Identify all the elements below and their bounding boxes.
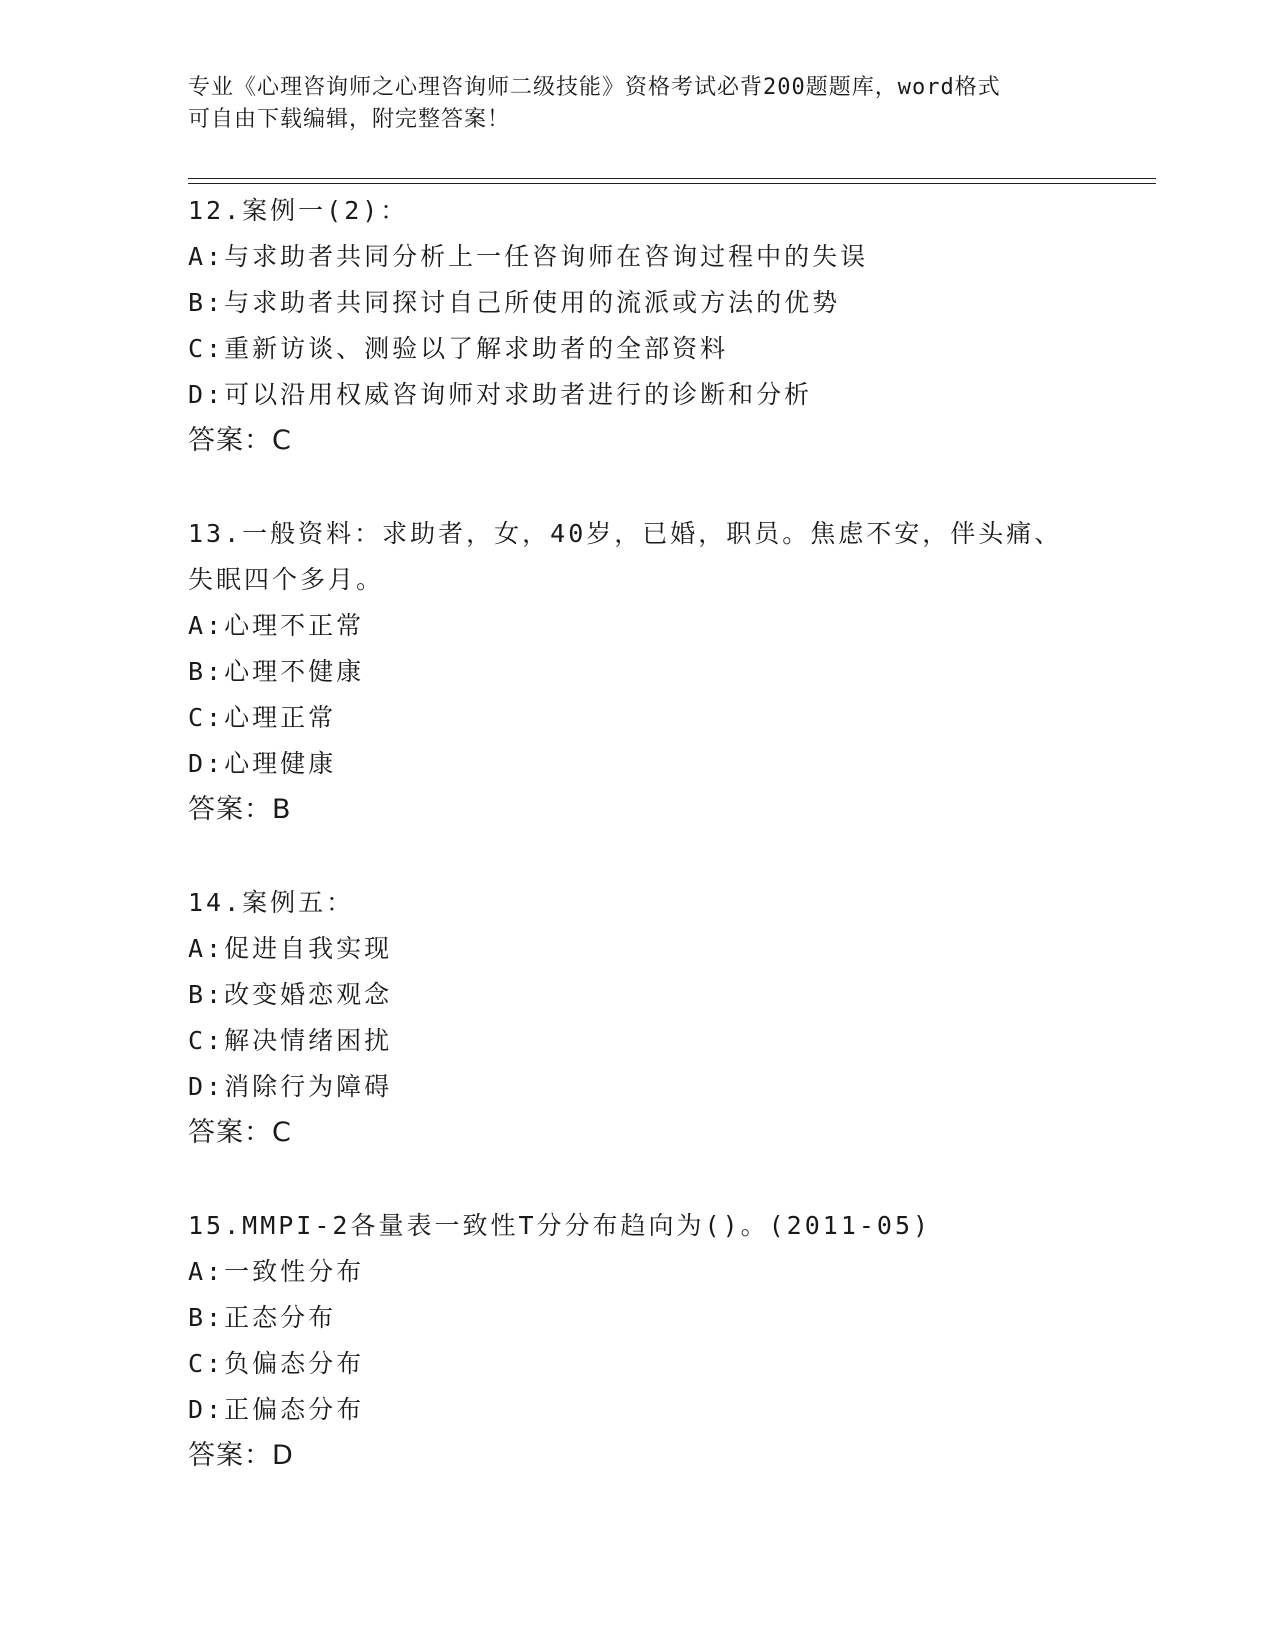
option-a: A:与求助者共同分析上一任咨询师在咨询过程中的失误 bbox=[188, 242, 869, 271]
header-line-2: 可自由下载编辑，附完整答案！ bbox=[188, 107, 511, 132]
option-b: B:正态分布 bbox=[188, 1303, 337, 1332]
question-stem: 15.MMPI-2各量表一致性T分分布趋向为()。(2011-05) bbox=[188, 1211, 932, 1240]
question-stem: 14.案例五： bbox=[188, 888, 355, 917]
question-15 bbox=[188, 1203, 1156, 1479]
header-divider-bottom bbox=[188, 183, 1156, 184]
option-b: B:与求助者共同探讨自己所使用的流派或方法的优势 bbox=[188, 288, 841, 317]
answer-line: 答案：B bbox=[188, 794, 292, 825]
document-header bbox=[188, 72, 1088, 136]
option-d: D:心理健康 bbox=[188, 749, 337, 778]
question-12 bbox=[188, 188, 1156, 464]
option-a: A:一致性分布 bbox=[188, 1257, 365, 1286]
option-b: B:改变婚恋观念 bbox=[188, 980, 393, 1009]
option-a: A:心理不正常 bbox=[188, 611, 365, 640]
option-a: A:促进自我实现 bbox=[188, 934, 393, 963]
option-d: D:正偏态分布 bbox=[188, 1395, 365, 1424]
answer-line: 答案：C bbox=[188, 1117, 292, 1148]
answer-line: 答案：C bbox=[188, 425, 292, 456]
option-d: D:可以沿用权威咨询师对求助者进行的诊断和分析 bbox=[188, 380, 813, 409]
header-line-1: 专业《心理咨询师之心理咨询师二级技能》资格考试必背200题题库，word格式 bbox=[188, 75, 1001, 100]
option-c: C:解决情绪困扰 bbox=[188, 1026, 393, 1055]
option-c: C:重新访谈、测验以了解求助者的全部资料 bbox=[188, 334, 729, 363]
option-b: B:心理不健康 bbox=[188, 657, 365, 686]
option-c: C:负偏态分布 bbox=[188, 1349, 365, 1378]
question-stem: 13.一般资料：求助者，女，40岁，已婚，职员。焦虑不安，伴头痛、失眠四个多月。 bbox=[188, 519, 1063, 594]
answer-line: 答案：D bbox=[188, 1440, 294, 1471]
question-13 bbox=[188, 511, 1156, 833]
option-d: D:消除行为障碍 bbox=[188, 1072, 393, 1101]
question-list bbox=[188, 188, 1156, 1526]
question-stem: 12.案例一(2)： bbox=[188, 196, 409, 225]
question-14 bbox=[188, 880, 1156, 1156]
option-c: C:心理正常 bbox=[188, 703, 337, 732]
header-divider-top bbox=[188, 178, 1156, 179]
